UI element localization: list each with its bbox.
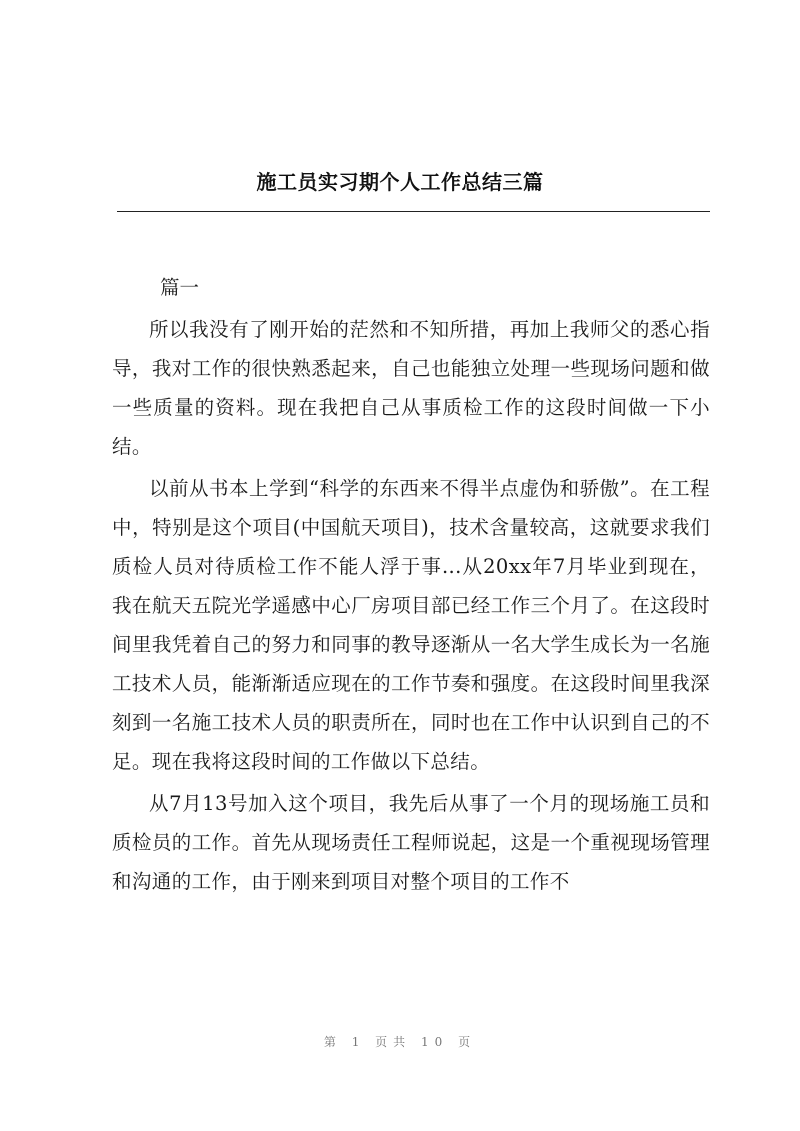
- page-number-footer: 第 1 页共 10 页: [323, 1035, 477, 1049]
- paragraph-3: 从7月13号加入这个项目，我先后从事了一个月的现场施工员和质检员的工作。首先从现场责任工程师说起，这是一个重视现场管理和沟通的工作，由于刚来到项目对整个项目的工作不: [112, 792, 710, 893]
- paragraph-2: 以前从书本上学到“科学的东西来不得半点虚伪和骄傲”。在工程中，特别是这个项目(中国航天项目)，技术含量较高，这就要求我们质检人员对待质检工作不能人浮于事...从20xx年7月毕业到现在，我在航天五院光学遥感中心厂房项目部已经工作三个月了。在这段时间里我凭着自己的努力和同事的教导逐渐从一名大学生成长为一名施工技术人员，能渐渐适应现在的工作节奏和强度。在这段时间里我深刻到一名施工技术人员的职责所在，同时也在工作中认识到自己的不足。现在我将这段时间的工作做以下总结。: [112, 477, 710, 773]
- paragraph-1: 所以我没有了刚开始的茫然和不知所措，再加上我师父的悉心指导，我对工作的很快熟悉起来，自己也能独立处理一些现场问题和做一些质量的资料。现在我把自己从事质检工作的这段时间做一下小结。: [112, 318, 710, 458]
- document-body: [112, 268, 710, 904]
- title-divider: [117, 211, 710, 212]
- document-title: 施工员实习期个人工作总结三篇: [256, 170, 544, 194]
- section-heading: 篇一: [160, 276, 200, 299]
